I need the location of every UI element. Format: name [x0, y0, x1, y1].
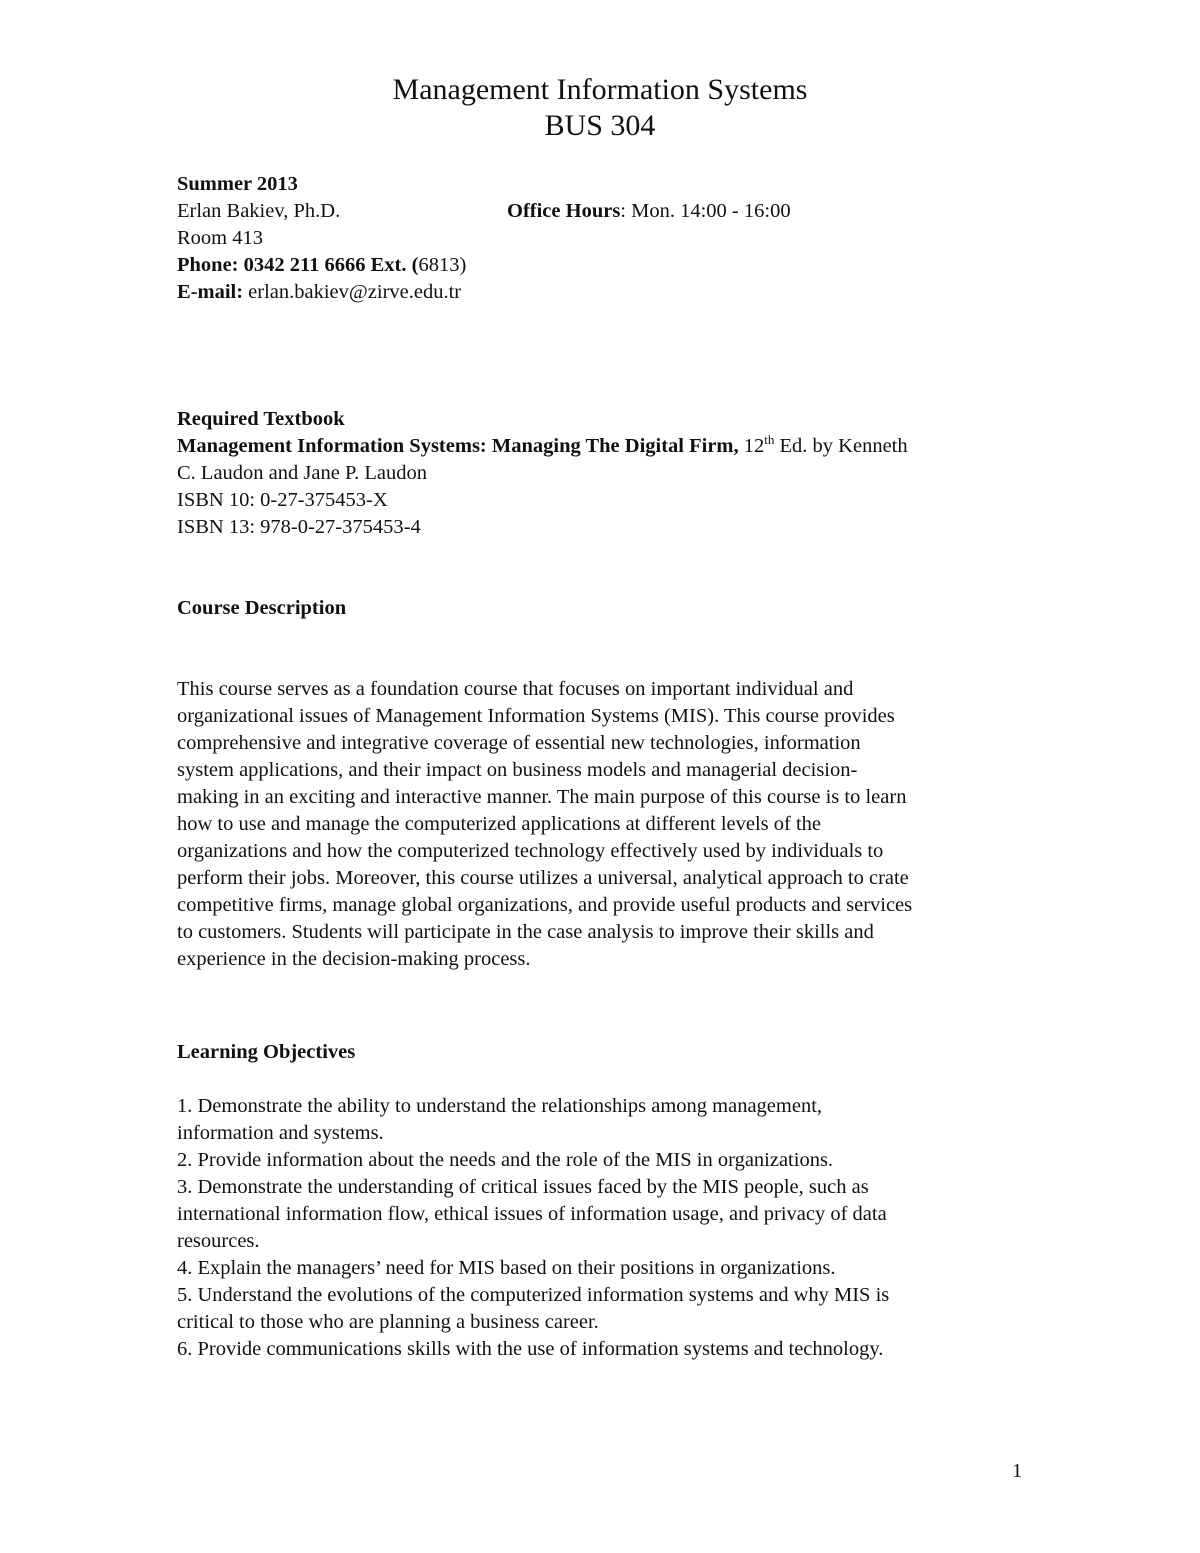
- description-line: perform their jobs. Moreover, this course utilizes a universal, analytical approach to crate: [177, 867, 909, 889]
- objective-line: 1. Demonstrate the ability to understand the relationships among management,: [177, 1095, 823, 1117]
- textbook-edition-rest: Ed. by Kenneth: [774, 435, 908, 457]
- course-code: BUS 304: [544, 109, 656, 142]
- office-hours-label: Office Hours: [507, 200, 621, 222]
- room: Room 413: [177, 227, 263, 249]
- isbn-13: ISBN 13: 978-0-27-375453-4: [177, 516, 421, 538]
- textbook-title: Management Information Systems: Managing The Digital Firm,: [177, 435, 739, 457]
- description-line: to customers. Students will participate in the case analysis to improve their skills and: [177, 921, 874, 943]
- term: Summer 2013: [177, 173, 298, 195]
- office-hours: [507, 198, 791, 225]
- description-heading: Course Description: [177, 597, 347, 619]
- objective-line: international information flow, ethical issues of information usage, and privacy of data: [177, 1203, 887, 1225]
- isbn-10: ISBN 10: 0-27-375453-X: [177, 489, 388, 511]
- objective-line: 5. Understand the evolutions of the computerized information systems and why MIS is: [177, 1284, 890, 1306]
- description-line: comprehensive and integrative coverage of essential new technologies, information: [177, 732, 861, 754]
- description-line: how to use and manage the computerized applications at different levels of the: [177, 813, 822, 835]
- textbook-title-line: [177, 433, 1037, 460]
- description-line: This course serves as a foundation course that focuses on important individual and: [177, 678, 854, 700]
- textbook-edition: 12: [738, 435, 765, 457]
- objectives-heading: Learning Objectives: [177, 1041, 356, 1063]
- email-label: E-mail:: [177, 281, 244, 303]
- textbook-heading: Required Textbook: [177, 408, 345, 430]
- textbook-authors: C. Laudon and Jane P. Laudon: [177, 462, 427, 484]
- email-address[interactable]: erlan.bakiev@zirve.edu.tr: [243, 281, 462, 303]
- office-hours-value: : Mon. 14:00 - 16:00: [620, 200, 791, 222]
- objective-line: information and systems.: [177, 1122, 384, 1144]
- phone-label: Phone: 0342 211 6666 Ext. (: [177, 254, 419, 276]
- phone: [177, 252, 1037, 279]
- syllabus-content: [177, 171, 1037, 1363]
- textbook-edition-suffix: th: [764, 432, 775, 448]
- page-number: 1: [1012, 1460, 1023, 1482]
- objective-line: 2. Provide information about the needs and the role of the MIS in organizations.: [177, 1149, 834, 1171]
- email: [177, 279, 1037, 306]
- description-line: organizations and how the computerized technology effectively used by individuals to: [177, 840, 884, 862]
- description-line: experience in the decision-making process.: [177, 948, 531, 970]
- phone-extension: 6813): [418, 254, 467, 276]
- description-line: organizational issues of Management Information Systems (MIS). This course provides: [177, 705, 895, 727]
- description-paragraph: [177, 676, 1037, 973]
- objectives-list: [177, 1093, 1037, 1363]
- description-line: making in an exciting and interactive manner. The main purpose of this course is to learn: [177, 786, 907, 808]
- objective-line: 6. Provide communications skills with the use of information systems and technology.: [177, 1338, 884, 1360]
- instructor-name: Erlan Bakiev, Ph.D.: [177, 200, 341, 222]
- objective-line: critical to those who are planning a business career.: [177, 1311, 599, 1333]
- objective-line: resources.: [177, 1230, 260, 1252]
- course-title: Management Information Systems: [392, 73, 808, 106]
- document-title-block: [0, 72, 1200, 144]
- objective-line: 3. Demonstrate the understanding of critical issues faced by the MIS people, such as: [177, 1176, 869, 1198]
- instructor-row: [177, 198, 1037, 225]
- objective-line: 4. Explain the managers’ need for MIS based on their positions in organizations.: [177, 1257, 836, 1279]
- description-line: competitive firms, manage global organizations, and provide useful products and services: [177, 894, 913, 916]
- description-line: system applications, and their impact on business models and managerial decision-: [177, 759, 858, 781]
